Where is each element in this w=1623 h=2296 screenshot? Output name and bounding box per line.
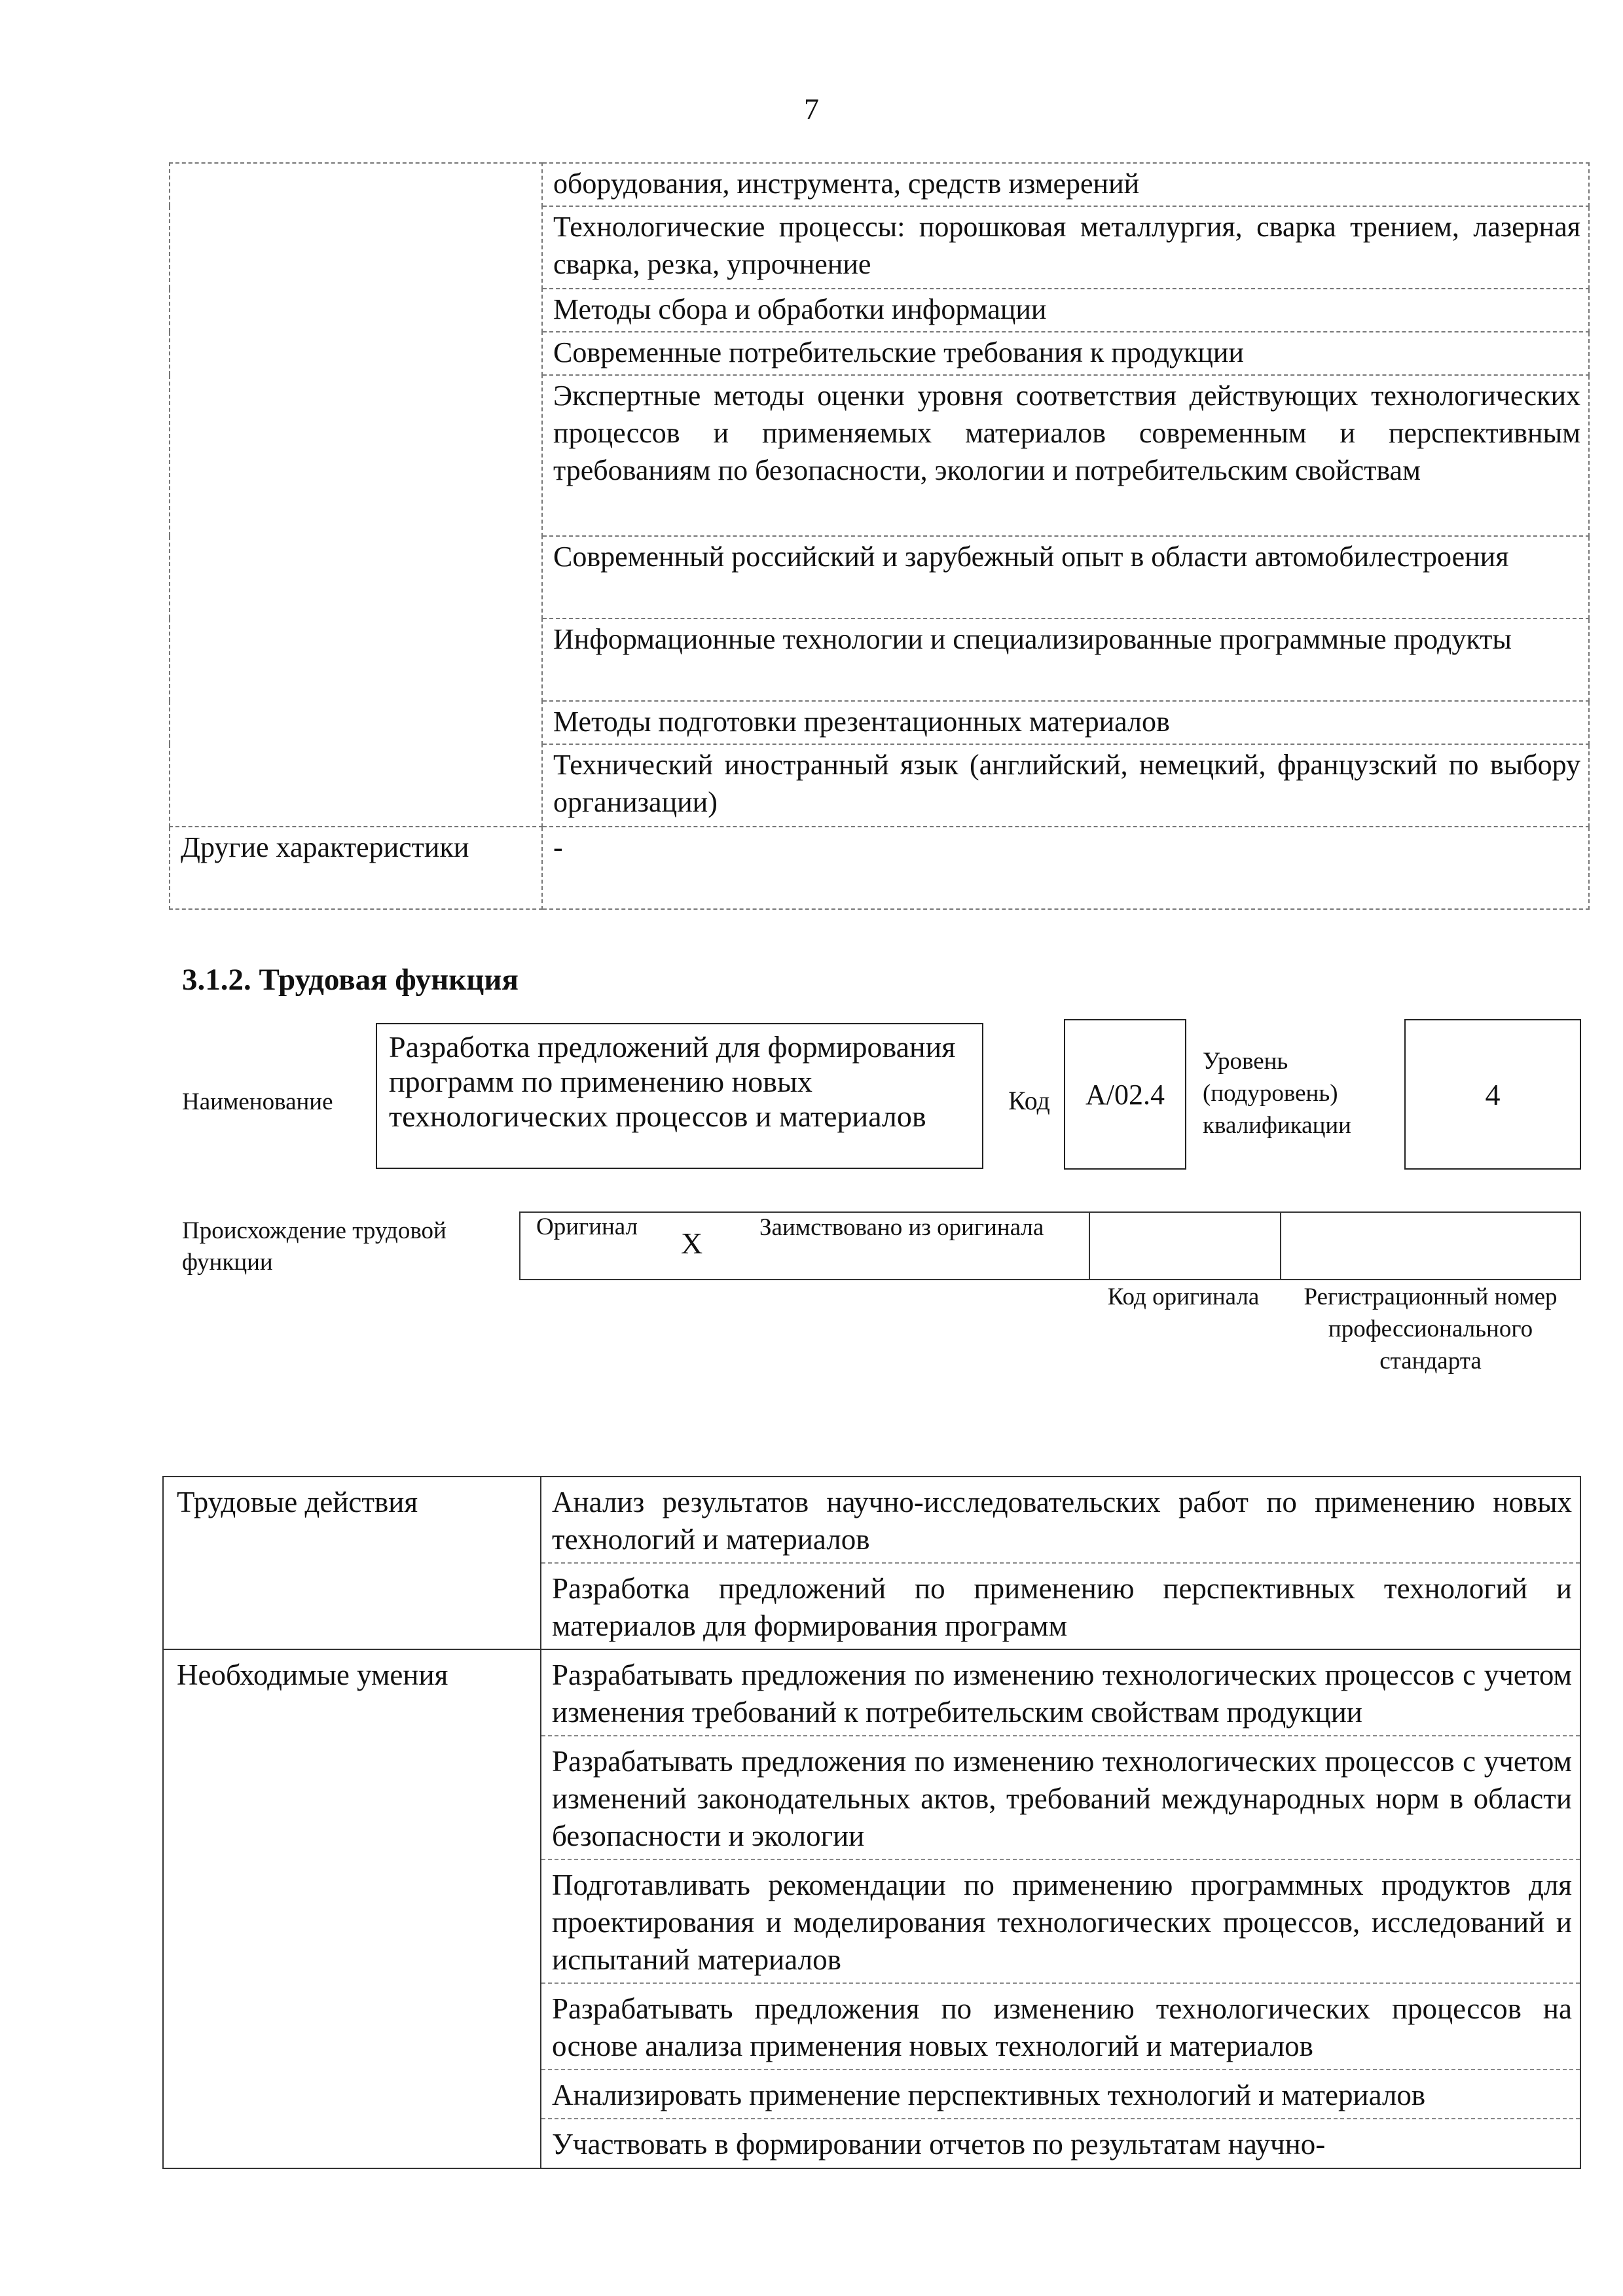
skill-item: Разрабатывать предложения по изменению технологических процессов с учетом изменения требований к потребительским свойствам продукции xyxy=(541,1649,1580,1736)
knowledge-item: Информационные технологии и специализированные программные продукты xyxy=(542,619,1589,701)
skill-item: Разрабатывать предложения по изменению технологических процессов с учетом изменений законодательных актов, требований международных норм в области безопасности и экологии xyxy=(541,1736,1580,1859)
knowledge-item: оборудования, инструмента, средств измерений xyxy=(542,163,1589,206)
function-code-box: А/02.4 xyxy=(1064,1019,1186,1170)
original-code-caption: Код оригинала xyxy=(1107,1283,1260,1310)
borrowed-label: Заимствовано из оригинала xyxy=(759,1214,1044,1241)
skill-item-partial xyxy=(541,2119,1580,2168)
skill-item: Подготавливать рекомендации по применению программных продуктов для проектирования и моделирования технологических процессов, исследований и испытаний материалов xyxy=(541,1859,1580,1983)
actions-label: Трудовые действия xyxy=(163,1477,541,1649)
registration-number-cell xyxy=(1280,1213,1580,1279)
knowledge-item: Методы сбора и обработки информации xyxy=(542,289,1589,332)
original-code-cell xyxy=(1089,1213,1281,1279)
knowledge-item: Технический иностранный язык (английский, немецкий, французский по выбору организации) xyxy=(542,744,1589,827)
knowledge-label-cell xyxy=(170,163,542,827)
action-item: Анализ результатов научно-исследовательских работ по применению новых технологий и материалов xyxy=(541,1477,1580,1563)
knowledge-item: Современные потребительские требования к продукции xyxy=(542,332,1589,375)
action-item: Разработка предложений по применению перспективных технологий и материалов для формирования программ xyxy=(541,1563,1580,1649)
original-label: Оригинал xyxy=(536,1213,638,1240)
original-mark: X xyxy=(681,1227,703,1260)
origin-label: Происхождение трудовой функции xyxy=(182,1217,447,1276)
skill-item: Анализировать применение перспективных технологий и материалов xyxy=(541,2070,1580,2119)
knowledge-item: Экспертные методы оценки уровня соответствия действующих технологических процессов и применяемых материалов современным и перспективным требованиям по безопасности, экологии и потребительским свойствам xyxy=(542,375,1589,536)
details-table xyxy=(162,1476,1581,2169)
code-label: Код xyxy=(1008,1086,1050,1115)
knowledge-item: Методы подготовки презентационных материалов xyxy=(542,701,1589,744)
registration-number-caption: Регистрационный номер профессионального стандарта xyxy=(1304,1283,1558,1374)
section-heading: 3.1.2. Трудовая функция xyxy=(182,963,519,997)
skill-item-partial-text: Участвовать в формировании отчетов по результатам научно- xyxy=(552,2128,1326,2161)
name-label: Наименование xyxy=(182,1088,333,1115)
knowledge-item: Современный российский и зарубежный опыт в области автомобилестроения xyxy=(542,536,1589,619)
level-label: Уровень (подуровень) квалификации xyxy=(1203,1048,1351,1139)
level-value-box: 4 xyxy=(1404,1019,1581,1170)
other-characteristics-value: - xyxy=(542,827,1589,909)
origin-row xyxy=(519,1211,1581,1280)
knowledge-table xyxy=(169,162,1590,910)
function-name-box: Разработка предложений для формирования программ по применению новых технологических процессов и материалов xyxy=(376,1023,983,1169)
knowledge-item: Технологические процессы: порошковая металлургия, сварка трением, лазерная сварка, резка, упрочнение xyxy=(542,206,1589,289)
page-number: 7 xyxy=(804,92,819,126)
skills-label: Необходимые умения xyxy=(163,1649,541,2168)
other-characteristics-label: Другие характеристики xyxy=(170,827,542,909)
skill-item: Разрабатывать предложения по изменению технологических процессов на основе анализа применения новых технологий и материалов xyxy=(541,1983,1580,2070)
